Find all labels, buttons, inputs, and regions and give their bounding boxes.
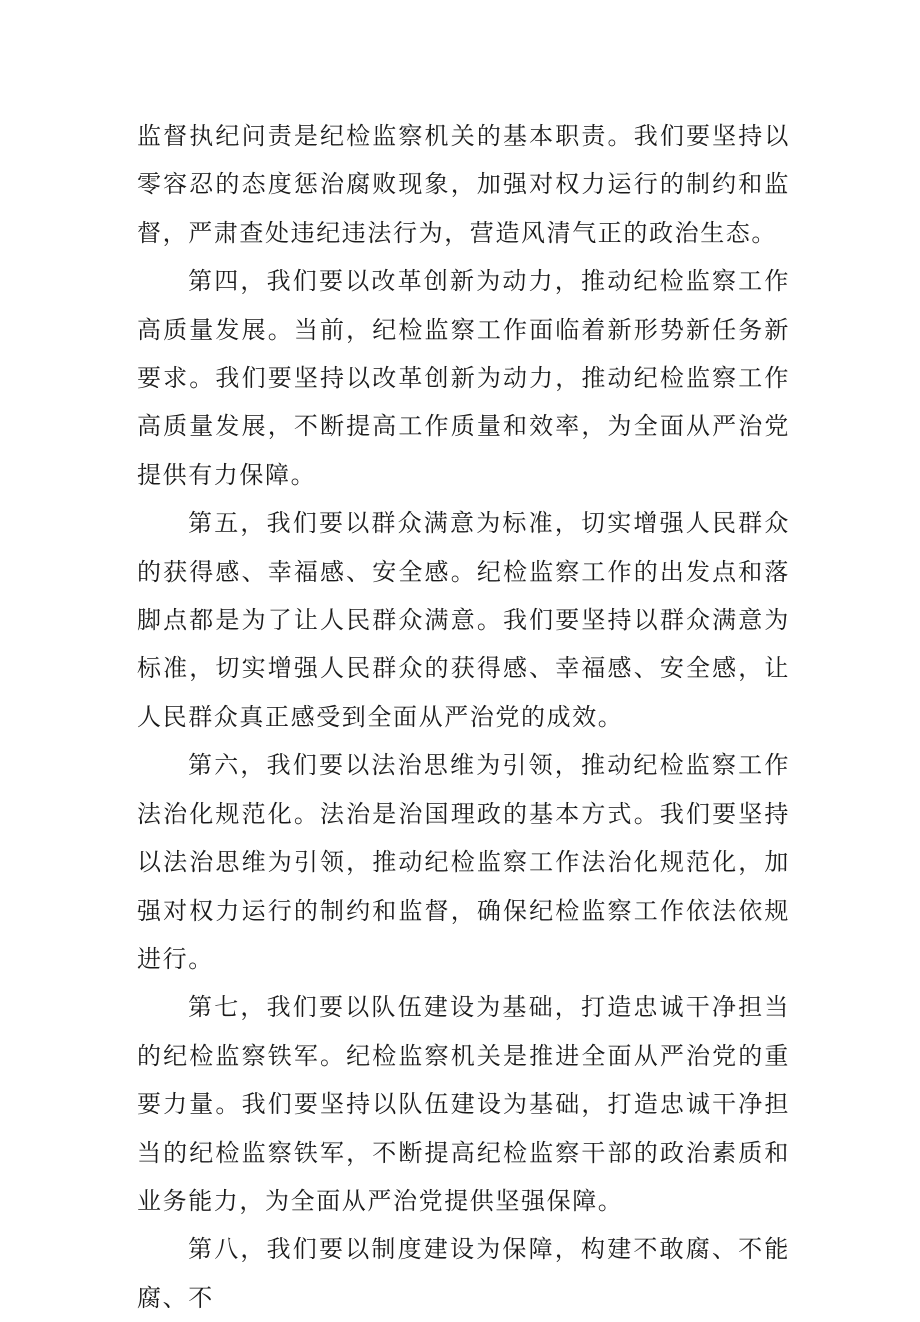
paragraph-5: 第七，我们要以队伍建设为基础，打造忠诚干净担当的纪检监察铁军。纪检监察机关是推进全面从严治党的重要力量。我们要坚持以队伍建设为基础，打造忠诚干净担当的纪检监察铁军，不断提高纪检监察干部的政治素质和业务能力，为全面从严治党提供坚强保障。 bbox=[137, 993, 790, 1215]
paragraph-1: 监督执纪问责是纪检监察机关的基本职责。我们要坚持以零容忍的态度惩治腐败现象，加强对权力运行的制约和监督，严肃查处违纪违法行为，营造风清气正的政治生态。 bbox=[137, 122, 790, 247]
paragraph-6: 第八，我们要以制度建设为保障，构建不敢腐、不能腐、不 bbox=[137, 1235, 790, 1312]
paragraph-3: 第五，我们要以群众满意为标准，切实增强人民群众的获得感、幸福感、安全感。纪检监察工作的出发点和落脚点都是为了让人民群众满意。我们要坚持以群众满意为标准，切实增强人民群众的获得感、幸福感、安全感，让人民群众真正感受到全面从严治党的成效。 bbox=[137, 509, 790, 731]
paragraph-2: 第四，我们要以改革创新为动力，推动纪检监察工作高质量发展。当前，纪检监察工作面临着新形势新任务新要求。我们要坚持以改革创新为动力，推动纪检监察工作高质量发展，不断提高工作质量和效率，为全面从严治党提供有力保障。 bbox=[137, 267, 790, 489]
paragraph-4: 第六，我们要以法治思维为引领，推动纪检监察工作法治化规范化。法治是治国理政的基本方式。我们要坚持以法治思维为引领，推动纪检监察工作法治化规范化，加强对权力运行的制约和监督，确保纪检监察工作依法依规进行。 bbox=[137, 751, 790, 973]
document-body bbox=[137, 112, 790, 1322]
